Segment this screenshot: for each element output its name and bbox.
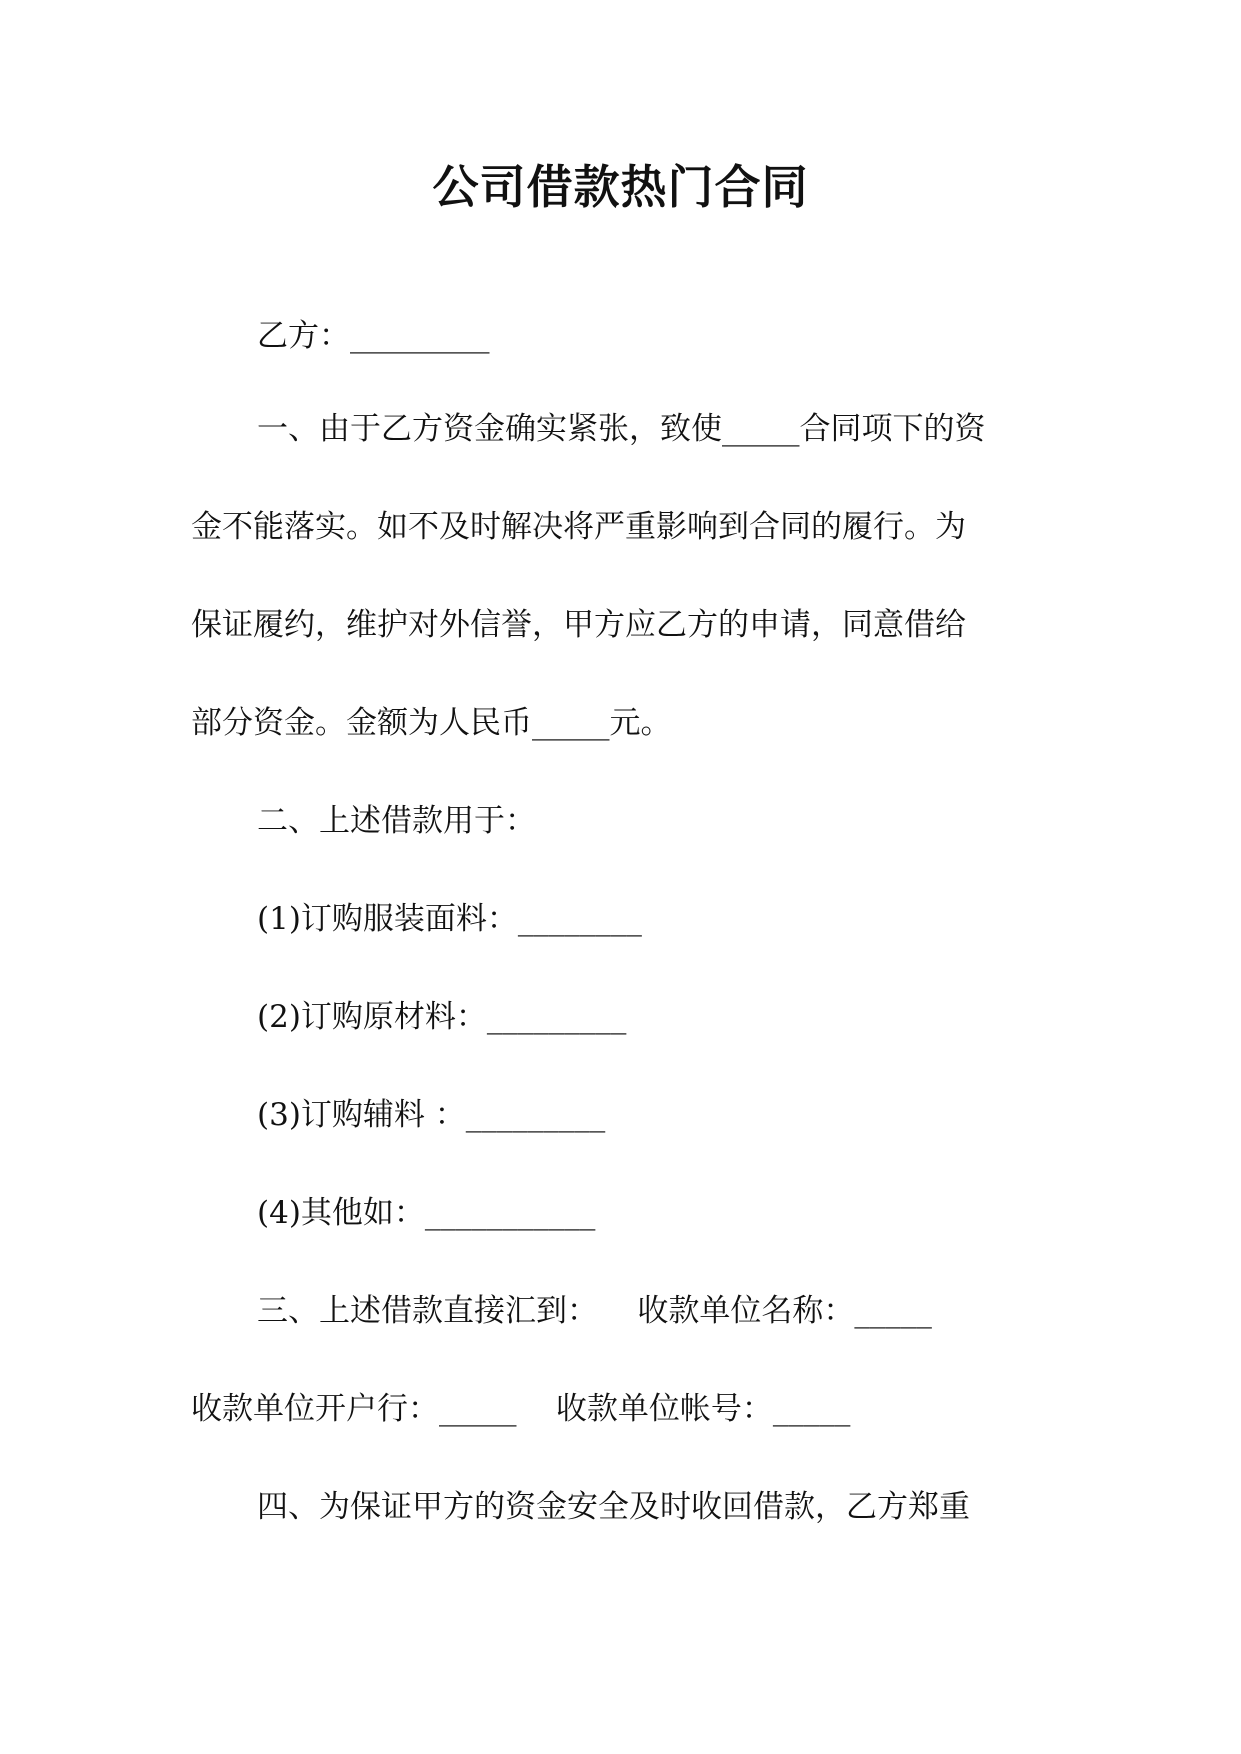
clause-2-item-3: (3)订购辅料 ：_________: [257, 1097, 606, 1133]
clause-2-item-4: (4)其他如：___________: [257, 1195, 596, 1231]
clause-3-line-2: 收款单位开户行：_____ 收款单位帐号：_____: [191, 1391, 851, 1427]
clause-4-line-1: 四、为保证甲方的资金安全及时收回借款，乙方郑重: [257, 1489, 970, 1525]
document-title: 公司借款热门合同: [432, 160, 809, 214]
clause-1-line-3: 保证履约，维护对外信誉，甲方应乙方的申请，同意借给: [191, 607, 966, 643]
clause-2-heading: 二、上述借款用于：: [257, 803, 536, 839]
clause-3-line-1: 三、上述借款直接汇到： 收款单位名称：_____: [257, 1293, 932, 1329]
clause-2-item-2: (2)订购原材料：_________: [257, 999, 627, 1035]
party-b-line: 乙方：_________: [257, 318, 490, 354]
clause-1-line-1: 一、由于乙方资金确实紧张，致使_____合同项下的资: [257, 411, 986, 447]
clause-1-line-4: 部分资金。金额为人民币_____元。: [191, 705, 672, 741]
clause-2-item-1: (1)订购服装面料：________: [257, 901, 642, 937]
clause-1-line-2: 金不能落实。如不及时解决将严重影响到合同的履行。为: [191, 509, 966, 545]
